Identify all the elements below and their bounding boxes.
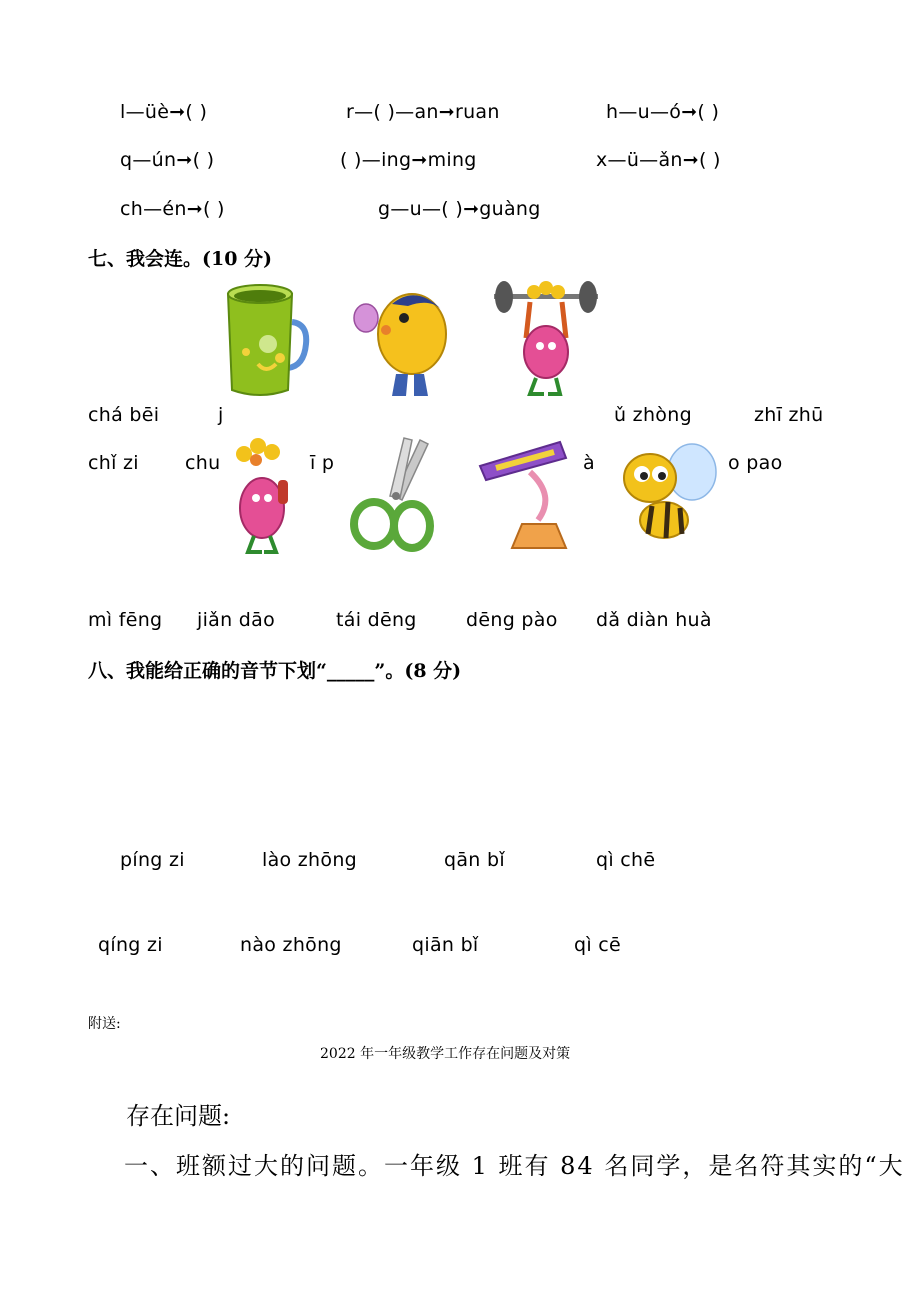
spelling-item: g—u—( )➞guàng <box>378 198 541 220</box>
syllable-option: qān bǐ <box>444 849 505 871</box>
spelling-item: q—ún➞( ) <box>120 149 215 171</box>
appendix-subheading: 存在问题: <box>126 1102 231 1130</box>
flower-on-phone-picture <box>226 436 298 556</box>
pinyin-item: chá bēi <box>88 404 160 426</box>
syllable-option: píng zi <box>120 849 185 871</box>
answer-item: dǎ diàn huà <box>596 609 712 631</box>
pinyin-item: o pao <box>728 452 783 474</box>
desk-lamp-picture <box>476 436 586 556</box>
answer-item: jiǎn dāo <box>197 609 276 631</box>
pinyin-item: à <box>583 452 595 474</box>
spelling-item: h—u—ó➞( ) <box>606 101 720 123</box>
pinyin-item: j <box>218 404 224 426</box>
answer-item: tái dēng <box>336 609 417 631</box>
bee-picture <box>616 436 720 556</box>
syllable-option: qíng zi <box>98 934 163 956</box>
bubble-character-picture <box>352 282 448 400</box>
section7-heading: 七、我会连。(10 分) <box>88 248 273 270</box>
spelling-item: r—( )—an➞ruan <box>346 101 500 123</box>
pinyin-item: chǐ zi <box>88 452 139 474</box>
answer-item: dēng pào <box>466 609 558 631</box>
spelling-item: ( )—ing➞ming <box>340 149 477 171</box>
syllable-option: qì cē <box>574 934 622 956</box>
answer-item: mì fēng <box>88 609 163 631</box>
pinyin-item: chu <box>185 452 221 474</box>
cup-picture <box>222 282 310 400</box>
spelling-item: l—üè➞( ) <box>120 101 208 123</box>
pinyin-item: ǔ zhòng <box>614 404 692 426</box>
spelling-item: x—ü—ǎn➞( ) <box>596 149 721 171</box>
syllable-option: nào zhōng <box>240 934 342 956</box>
appendix-label: 附送: <box>88 1016 121 1032</box>
section8-heading: 八、我能给正确的音节下划“_____”。(8 分) <box>88 660 462 682</box>
pinyin-item: zhī zhū <box>754 404 824 426</box>
appendix-title: 2022 年一年级教学工作存在问题及对策 <box>320 1046 571 1062</box>
syllable-option: lào zhōng <box>262 849 358 871</box>
syllable-option: qì chē <box>596 849 656 871</box>
scissors-picture <box>350 436 436 554</box>
spelling-item: ch—én➞( ) <box>120 198 225 220</box>
weightlifter-flower-picture <box>490 280 602 400</box>
appendix-paragraph: 一、班额过大的问题。一年级 1 班有 84 名同学，是名符其实的“大 <box>124 1152 905 1180</box>
syllable-option: qiān bǐ <box>412 934 479 956</box>
pinyin-item: ī p <box>310 452 335 474</box>
